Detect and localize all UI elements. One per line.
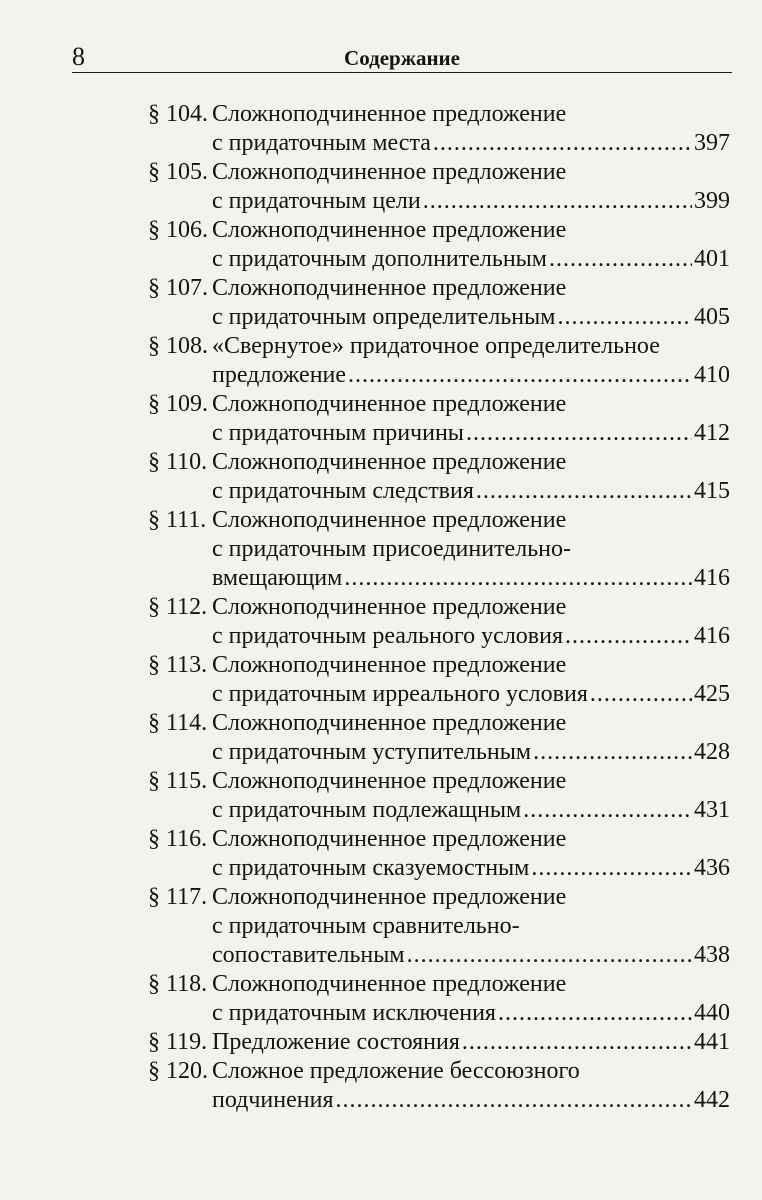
section-title: Предложение состояния: [212, 1029, 460, 1055]
table-of-contents: [148, 100, 730, 1115]
toc-entry: [148, 883, 730, 970]
toc-entry-line: [148, 158, 730, 187]
toc-entry-line: [148, 1028, 730, 1057]
dot-leader: [590, 680, 692, 709]
dot-leader: [348, 361, 692, 390]
toc-entry: [148, 767, 730, 825]
toc-entry-line: [148, 883, 730, 912]
page-ref: 438: [694, 942, 730, 968]
section-number: § 120.: [148, 1058, 208, 1084]
page-ref: 401: [694, 246, 730, 272]
section-title: с придаточным цели: [212, 188, 421, 214]
page-ref: 416: [694, 565, 730, 591]
toc-entry-line: [148, 419, 730, 448]
page-ref: 440: [694, 1000, 730, 1026]
dot-leader: [476, 477, 692, 506]
toc-entry-line: [148, 651, 730, 680]
section-title: Сложноподчиненное предложение: [212, 507, 567, 533]
toc-entry: [148, 593, 730, 651]
section-number: § 110.: [148, 449, 208, 475]
section-number: § 112.: [148, 594, 208, 620]
toc-entry-line: [148, 274, 730, 303]
toc-entry-line: [148, 332, 730, 361]
toc-entry-line: [148, 709, 730, 738]
dot-leader: [498, 999, 692, 1028]
section-title: с придаточным уступительным: [212, 739, 532, 765]
toc-entry: [148, 825, 730, 883]
section-title: с придаточным определительным: [212, 304, 556, 330]
dot-leader: [549, 245, 692, 274]
section-title: Сложноподчиненное предложение: [212, 826, 567, 852]
section-title: Сложноподчиненное предложение: [212, 275, 567, 301]
toc-entry-line: [148, 187, 730, 216]
section-title: с придаточным подлежащным: [212, 797, 522, 823]
toc-entry: [148, 1028, 730, 1057]
page-ref: 441: [694, 1029, 730, 1055]
toc-entry: [148, 506, 730, 593]
section-title: с придаточным причины: [212, 420, 464, 446]
dot-leader: [407, 941, 692, 970]
toc-entry-line: [148, 622, 730, 651]
section-title: с придаточным исключения: [212, 1000, 496, 1026]
dot-leader: [462, 1028, 692, 1057]
toc-entry: [148, 100, 730, 158]
toc-entry-line: [148, 1086, 730, 1115]
section-number: § 109.: [148, 391, 208, 417]
section-number: § 108.: [148, 333, 208, 359]
dot-leader: [531, 854, 692, 883]
toc-entry: [148, 216, 730, 274]
toc-entry: [148, 158, 730, 216]
toc-entry-line: [148, 390, 730, 419]
section-title: Сложноподчиненное предложение: [212, 101, 567, 127]
toc-entry-line: [148, 477, 730, 506]
section-number: § 105.: [148, 159, 208, 185]
page-ref: 425: [694, 681, 730, 707]
section-title: сопоставительным: [212, 942, 405, 968]
toc-entry-line: [148, 100, 730, 129]
section-title: Сложноподчиненное предложение: [212, 159, 567, 185]
section-title: с придаточным присоединительно-: [212, 536, 571, 562]
page-ref: 436: [694, 855, 730, 881]
section-title: вмещающим: [212, 565, 343, 591]
toc-entry-line: [148, 970, 730, 999]
page-ref: 416: [694, 623, 730, 649]
section-title: с придаточным дополнительным: [212, 246, 547, 272]
section-number: § 115.: [148, 768, 208, 794]
dot-leader: [565, 622, 692, 651]
dot-leader: [336, 1086, 693, 1115]
page-ref: 428: [694, 739, 730, 765]
section-title: «Свернутое» придаточное определительное: [212, 333, 660, 359]
dot-leader: [433, 129, 692, 158]
section-number: § 113.: [148, 652, 208, 678]
toc-entry: [148, 1057, 730, 1115]
section-title: подчинения: [212, 1087, 334, 1113]
toc-entry: [148, 390, 730, 448]
toc-entry: [148, 970, 730, 1028]
toc-entry-line: [148, 1057, 730, 1086]
section-title: Сложноподчиненное предложение: [212, 884, 567, 910]
dot-leader: [557, 303, 692, 332]
toc-entry-line: [148, 767, 730, 796]
page-ref: 442: [694, 1087, 730, 1113]
toc-entry-line: [148, 506, 730, 535]
section-title: Сложноподчиненное предложение: [212, 449, 567, 475]
section-title: с придаточным места: [212, 130, 431, 156]
toc-entry: [148, 332, 730, 390]
page-ref: 431: [694, 797, 730, 823]
toc-entry-line: [148, 999, 730, 1028]
section-number: § 116.: [148, 826, 208, 852]
toc-entry: [148, 651, 730, 709]
section-number: § 118.: [148, 971, 208, 997]
toc-entry-line: [148, 941, 730, 970]
section-number: § 107.: [148, 275, 208, 301]
section-title: Сложноподчиненное предложение: [212, 710, 567, 736]
toc-entry: [148, 448, 730, 506]
section-number: § 104.: [148, 101, 208, 127]
toc-entry-line: [148, 796, 730, 825]
toc-entry-line: [148, 216, 730, 245]
section-title: Сложное предложение бессоюзного: [212, 1058, 580, 1084]
section-number: § 117.: [148, 884, 208, 910]
toc-entry-line: [148, 129, 730, 158]
section-number: § 106.: [148, 217, 208, 243]
toc-entry-line: [148, 593, 730, 622]
section-title: с придаточным реального условия: [212, 623, 564, 649]
toc-entry: [148, 274, 730, 332]
page-ref: 405: [694, 304, 730, 330]
toc-entry-line: [148, 361, 730, 390]
section-title: Сложноподчиненное предложение: [212, 652, 567, 678]
toc-entry-line: [148, 448, 730, 477]
page-number: 8: [72, 42, 85, 71]
toc-entry-line: [148, 912, 730, 941]
section-title: Сложноподчиненное предложение: [212, 768, 567, 794]
dot-leader: [523, 796, 692, 825]
section-number: § 114.: [148, 710, 208, 736]
section-title: Сложноподчиненное предложение: [212, 391, 567, 417]
section-title: с придаточным ирреального условия: [212, 681, 588, 707]
toc-entry-line: [148, 245, 730, 274]
toc-entry: [148, 709, 730, 767]
dot-leader: [423, 187, 692, 216]
page-ref: 412: [694, 420, 730, 446]
section-title: предложение: [212, 362, 347, 388]
dot-leader: [533, 738, 692, 767]
section-title: с придаточным сказуемостным: [212, 855, 530, 881]
section-title: с придаточным следствия: [212, 478, 474, 504]
page-ref: 410: [694, 362, 730, 388]
toc-entry-line: [148, 825, 730, 854]
dot-leader: [466, 419, 692, 448]
page-ref: 399: [694, 188, 730, 214]
running-title: Содержание: [344, 46, 460, 70]
page-ref: 415: [694, 478, 730, 504]
toc-entry-line: [148, 535, 730, 564]
toc-entry-line: [148, 303, 730, 332]
page-ref: 397: [694, 130, 730, 156]
toc-entry-line: [148, 680, 730, 709]
section-number: § 111.: [148, 507, 207, 533]
page-header: [72, 38, 732, 73]
section-number: § 119.: [148, 1029, 208, 1055]
section-title: Сложноподчиненное предложение: [212, 594, 567, 620]
dot-leader: [344, 564, 692, 593]
section-title: с придаточным сравнительно-: [212, 913, 520, 939]
toc-entry-line: [148, 738, 730, 767]
toc-entry-line: [148, 564, 730, 593]
toc-entry-line: [148, 854, 730, 883]
section-title: Сложноподчиненное предложение: [212, 971, 567, 997]
section-title: Сложноподчиненное предложение: [212, 217, 567, 243]
